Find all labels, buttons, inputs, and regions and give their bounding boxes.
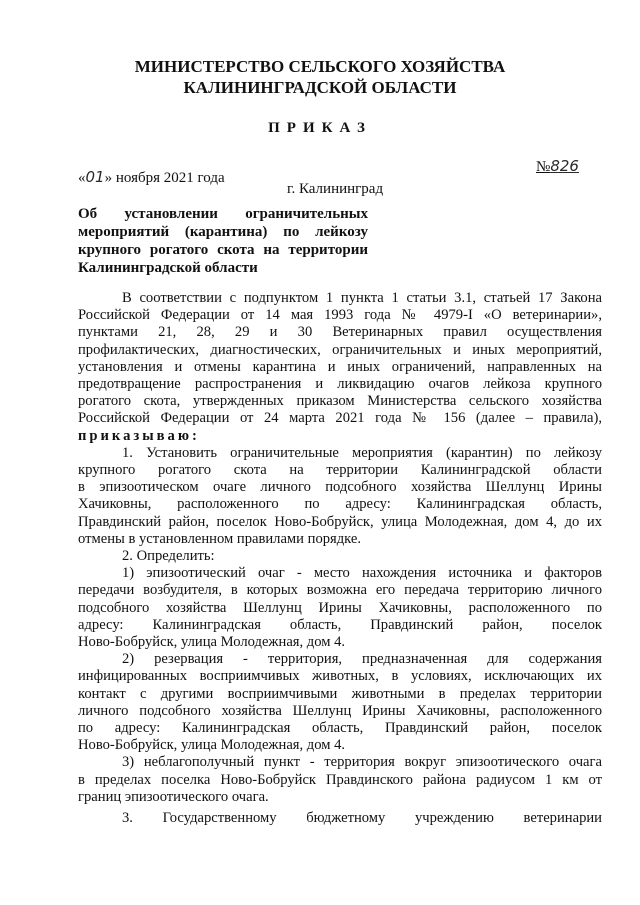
item-1-line: в эпизоотическом очаге личного подсобного хозяйства Шеллунц Ирины xyxy=(78,479,602,496)
subitem-2-line: контакт с другими восприимчивыми животными в пределах территории xyxy=(78,685,602,702)
preamble-line: рогатого скота, утвержденных приказом Министерства сельского хозяйства xyxy=(78,393,602,410)
ministry-name xyxy=(80,56,560,98)
preamble-line: пунктами 21, 28, 29 и 30 Ветеринарных правил осуществления xyxy=(78,324,602,341)
order-title: ПРИКАЗ xyxy=(268,120,372,136)
ministry-name-line2: КАЛИНИНГРАДСКОЙ ОБЛАСТИ xyxy=(183,78,457,97)
order-body xyxy=(78,290,602,827)
subitem-3-line: 3) неблагополучный пункт - территория вокруг эпизоотического очага xyxy=(122,754,602,771)
order-number xyxy=(536,157,579,176)
item-1-line: Правдинский район, поселок Ново-Бобруйск, улица Молодежная, дом 4, до их xyxy=(78,513,602,530)
date-open-quote: « xyxy=(78,170,86,186)
subitem-2-line: инфицированных восприимчивых животных, в условиях, исключающих их xyxy=(78,668,602,685)
subject-line: крупного рогатого скота на территории xyxy=(78,242,368,258)
item-3-line: 3. Государственному бюджетному учреждению ветеринарии xyxy=(122,810,602,827)
subitem-3-line: границ эпизоотического очага. xyxy=(78,788,269,805)
subitem-2-line: личного подсобного хозяйства Шеллунц Ирины Хачиковны, расположенного xyxy=(78,702,602,719)
date-rest: » ноября 2021 года xyxy=(104,170,225,186)
order-subject xyxy=(78,205,368,277)
subitem-1-line: передачи возбудителя, в которых возможна его передача территорию личного xyxy=(78,582,602,599)
number-value-handwritten: 826 xyxy=(550,157,579,175)
subitem-1-line: подсобного хозяйства Шеллунц Ирины Хачиковны, расположенного по xyxy=(78,599,602,616)
preamble-line: Российской Федерации от 14 мая 1993 года № 4979-I «О ветеринарии», xyxy=(78,307,602,324)
preamble-line: Российской Федерации от 24 марта 2021 года № 156 (далее – правила), xyxy=(78,410,602,427)
subitem-1-line: адресу: Калининградская область, Правдинский район, поселок xyxy=(78,616,602,633)
subitem-2-line: 2) резервация - территория, предназначенная для содержания xyxy=(122,651,602,668)
number-prefix: № xyxy=(536,159,551,175)
subitem-1-line: 1) эпизоотический очаг - место нахождения источника и факторов xyxy=(122,565,602,582)
item-2-line: 2. Определить: xyxy=(122,548,215,565)
item-1-line: 1. Установить ограничительные мероприятия (карантин) по лейкозу xyxy=(122,444,602,461)
subject-line: Калининградской области xyxy=(78,260,258,276)
subitem-2-line: Ново-Бобруйск, улица Молодежная, дом 4. xyxy=(78,737,346,754)
preamble-line: предотвращение распространения и ликвидацию очагов лейкоза крупного xyxy=(78,376,602,393)
ministry-name-line1: МИНИСТЕРСТВО СЕЛЬСКОГО ХОЗЯЙСТВА xyxy=(134,57,506,76)
subitem-1-line: Ново-Бобруйск, улица Молодежная, дом 4. xyxy=(78,634,346,651)
preamble-line: профилактических, диагностических, ограничительных и иных мероприятий, xyxy=(78,341,602,358)
order-keyword: приказываю: xyxy=(78,427,200,444)
subitem-2-line: по адресу: Калининградская область, Правдинский район, поселок xyxy=(78,720,602,737)
order-date xyxy=(78,168,225,187)
subject-line: Об установлении ограничительных xyxy=(78,206,368,222)
subitem-3-line: в пределах поселка Ново-Бобруйск Правдинского района радиусом 1 км от xyxy=(78,771,602,788)
preamble-line: установления и отмены карантина и иных ограничений, направленных на xyxy=(78,358,602,375)
item-1-line: отмены в установленном правилами порядке. xyxy=(78,530,362,547)
item-1-line: крупного рогатого скота на территории Калининградской области xyxy=(78,462,602,479)
preamble-line: В соответствии с подпунктом 1 пункта 1 статьи 3.1, статьей 17 Закона xyxy=(122,290,602,306)
subject-line: мероприятий (карантина) по лейкозу xyxy=(78,224,368,240)
item-1-line: Хачиковны, расположенного по адресу: Калининградская область, xyxy=(78,496,602,513)
date-day-handwritten: 01 xyxy=(85,168,105,186)
order-city: г. Калининград xyxy=(287,181,384,197)
